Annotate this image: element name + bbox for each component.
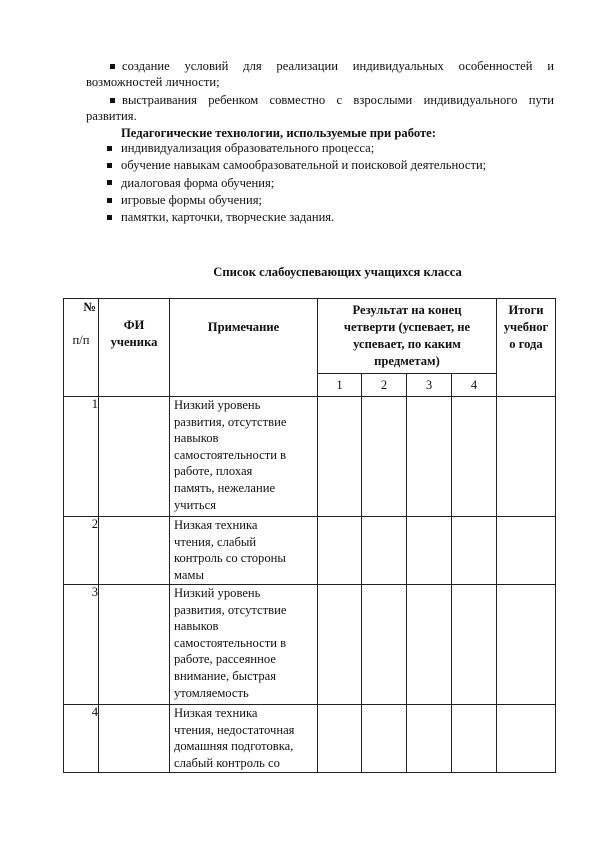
bullet-square-icon (107, 146, 112, 151)
bullet-square-icon (110, 98, 115, 103)
row-fio (99, 705, 170, 773)
table-header-row (64, 299, 556, 374)
table-row (64, 397, 556, 517)
row-q2 (362, 517, 407, 585)
intro-bullet-2 (86, 92, 554, 124)
row-q1 (318, 517, 362, 585)
table-row (64, 517, 556, 585)
header-fio: ФИ ученика (99, 299, 170, 397)
table-row (64, 705, 556, 773)
row-num: 4 (64, 705, 99, 773)
quarter-2: 2 (362, 374, 407, 397)
header-result: Результат на конец четверти (успевает, не успевает, по каким предметам) (318, 299, 497, 374)
bullet-square-icon (107, 163, 112, 168)
row-fio (99, 585, 170, 705)
row-q1 (318, 397, 362, 517)
technologies-heading: Педагогические технологии, используемые при работе: (121, 126, 436, 140)
intro-bullet-1-line2: возможностей личности; (86, 75, 220, 89)
row-q4 (452, 517, 497, 585)
header-note: Примечание (170, 299, 318, 397)
bullet-square-icon (110, 64, 115, 69)
intro-bullet-1 (86, 58, 554, 90)
row-q3 (407, 397, 452, 517)
technology-item: индивидуализация образовательного процесса; (86, 140, 554, 157)
bullet-square-icon (107, 180, 112, 185)
intro-bullet-2-line2: развития. (86, 109, 137, 123)
technology-item: обучение навыкам самообразовательной и поисковой деятельности; (86, 157, 554, 174)
row-q3 (407, 585, 452, 705)
row-total (497, 517, 556, 585)
row-q1 (318, 585, 362, 705)
row-total (497, 397, 556, 517)
row-num: 1 (64, 397, 99, 517)
students-table (63, 298, 556, 773)
header-num: № п/п (64, 299, 99, 397)
quarter-4: 4 (452, 374, 497, 397)
technologies-list (86, 140, 554, 226)
row-num: 2 (64, 517, 99, 585)
technology-item: диалоговая форма обучения; (86, 175, 554, 192)
row-note: Низкий уровень развития, отсутствие навыков самостоятельности в работе, рассеянное внимание, быстрая утомляемость (170, 585, 318, 705)
row-q2 (362, 585, 407, 705)
row-q4 (452, 585, 497, 705)
intro-bullet-1-line1: создание условий для реализации индивидуальных особенностей и (86, 58, 554, 74)
row-fio (99, 397, 170, 517)
row-q4 (452, 705, 497, 773)
row-q4 (452, 397, 497, 517)
quarter-3: 3 (407, 374, 452, 397)
row-q2 (362, 705, 407, 773)
technology-item: памятки, карточки, творческие задания. (86, 209, 554, 226)
technology-item: игровые формы обучения; (86, 192, 554, 209)
header-total: Итоги учебног о года (497, 299, 556, 397)
row-note: Низкая техника чтения, слабый контроль со стороны мамы (170, 517, 318, 585)
intro-bullet-2-line1: выстраивания ребенком совместно с взрослыми индивидуального пути (86, 92, 554, 108)
row-note: Низкий уровень развития, отсутствие навыков самостоятельности в работе, плохая память, нежелание учиться (170, 397, 318, 517)
row-total (497, 705, 556, 773)
table-title: Список слабоуспевающих учащихся класса (213, 265, 462, 279)
bullet-square-icon (107, 198, 112, 203)
row-total (497, 585, 556, 705)
quarter-1: 1 (318, 374, 362, 397)
row-q2 (362, 397, 407, 517)
row-num: 3 (64, 585, 99, 705)
row-q1 (318, 705, 362, 773)
row-note: Низкая техника чтения, недостаточная домашняя подготовка, слабый контроль со (170, 705, 318, 773)
row-q3 (407, 517, 452, 585)
bullet-square-icon (107, 215, 112, 220)
table-row (64, 585, 556, 705)
row-fio (99, 517, 170, 585)
row-q3 (407, 705, 452, 773)
